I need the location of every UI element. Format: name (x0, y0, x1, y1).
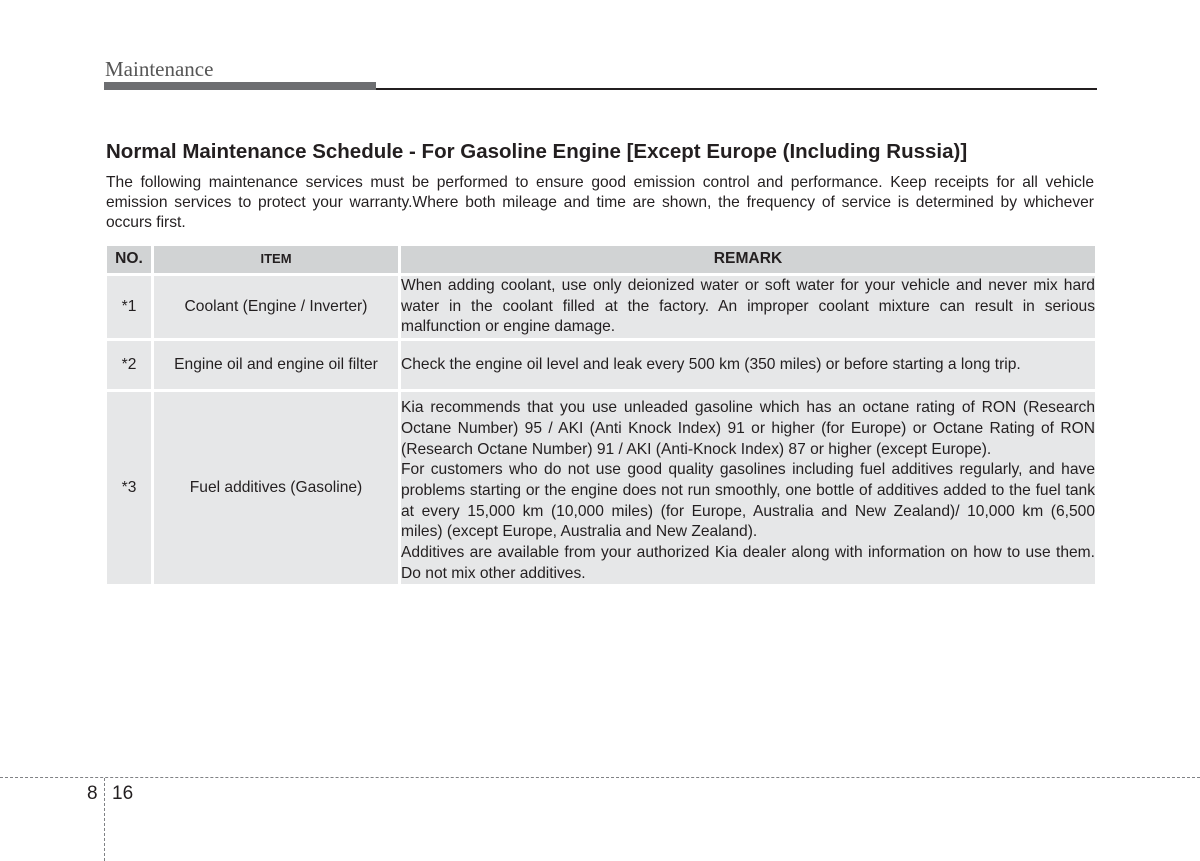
maintenance-table (104, 243, 1098, 587)
header-remark: REMARK (401, 246, 1095, 273)
header-rule-thick (104, 82, 376, 90)
table-row (107, 276, 1095, 338)
chapter-number: 8 (87, 783, 98, 804)
header-rule-thin (376, 88, 1097, 90)
footer-vertical-divider (104, 778, 105, 861)
table-row (107, 392, 1095, 584)
intro-paragraph: The following maintenance services must be performed to ensure good emission control and performance. Keep receipts for all vehicle emission services to protect your warranty.Where both mileage and time are shown, the frequency of service is determined by whichever occurs first. (106, 174, 1094, 231)
table-row (107, 341, 1095, 389)
remark-paragraph: For customers who do not use good quality gasolines including fuel additives regularly, and have problems starting or the engine does not run smoothly, one bottle of additives added to the fuel tank at every 15,000 km (10,000 miles) (for Europe, Australia and New Zealand)/ 10,000 km (6,500 miles) (except Europe, Australia and New Zealand). (401, 461, 1095, 541)
remark-paragraph: Check the engine oil level and leak every 500 km (350 miles) or before starting a long trip. (401, 355, 1021, 373)
row-remark (401, 392, 1095, 584)
section-title: Maintenance (105, 57, 214, 81)
footer-divider (0, 777, 1200, 778)
remark-paragraph: When adding coolant, use only deionized water or soft water for your vehicle and never mix hard water in the coolant filled at the factory. An improper coolant mixture can result in serious malfunction or engine damage. (401, 277, 1095, 336)
header-no: NO. (107, 246, 151, 273)
row-no: *3 (107, 392, 151, 584)
remark-paragraph: Additives are available from your authorized Kia dealer along with information on how to use them. Do not mix other additives. (401, 544, 1095, 582)
row-no: *1 (107, 276, 151, 338)
row-no: *2 (107, 341, 151, 389)
row-remark (401, 341, 1095, 389)
row-item: Coolant (Engine / Inverter) (154, 276, 398, 338)
table-header-row (107, 246, 1095, 273)
page-number: 16 (112, 783, 134, 804)
header-item: ITEM (154, 246, 398, 273)
row-remark (401, 276, 1095, 338)
row-item: Engine oil and engine oil filter (154, 341, 398, 389)
page-heading: Normal Maintenance Schedule - For Gasoline Engine [Except Europe (Including Russia)] (106, 140, 968, 163)
remark-paragraph: Kia recommends that you use unleaded gasoline which has an octane rating of RON (Research Octane Number) 95 / AKI (Anti Knock Index) 91 or higher (for Europe) or Octane Rating of RON (Research Octane Number) 91 / AKI (Anti-Knock Index) 87 or higher (except Europe). (401, 399, 1095, 458)
row-item: Fuel additives (Gasoline) (154, 392, 398, 584)
